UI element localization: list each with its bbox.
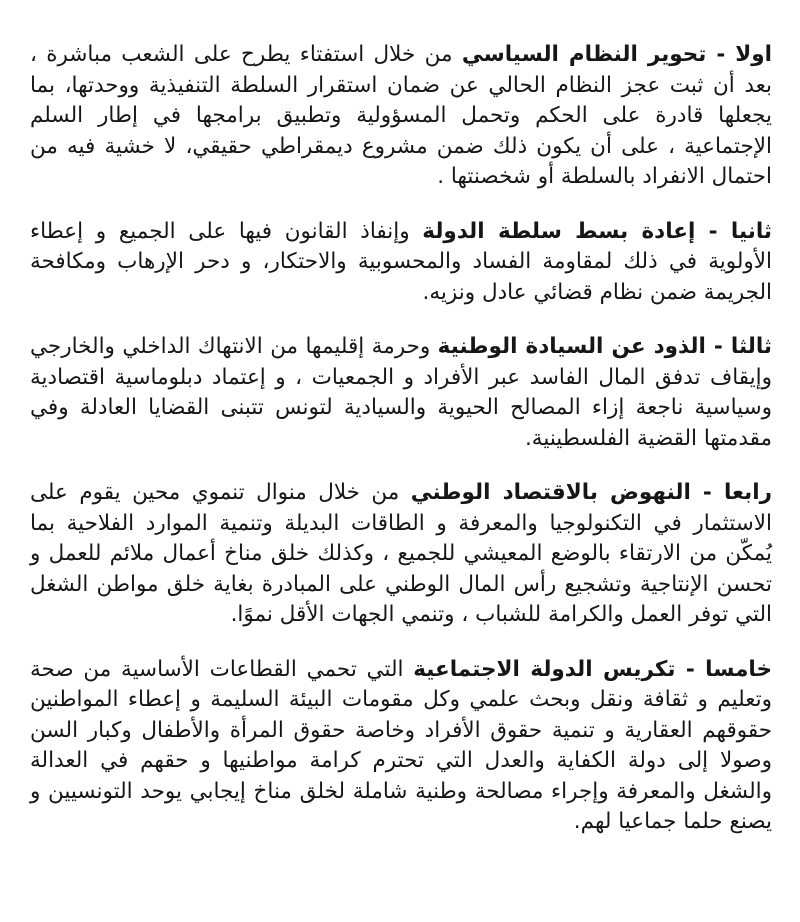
paragraph-body: وحرمة إقليمها من الانتهاك الداخلي والخارجي وإيقاف تدفق المال الفاسد عبر الأفراد و الجمعيات ، و إعتماد دبلوماسية اقتصادية وسياسية ناجعة إزاء المصالح الحيوية والسيادية لتونس تتبنى القضايا العادلة وفي مقدمتها القضية الفلسطينية.: [30, 334, 772, 451]
paragraph-fifth: [30, 655, 772, 838]
paragraph-body: التي تحمي القطاعات الأساسية من صحة وتعليم و ثقافة ونقل وبحث علمي وكل مقومات البيئة السليمة و إعطاء المواطنين حقوقهم العقارية و تنمية حقوق الأفراد وخاصة حقوق المرأة والأطفال وكبار السن وصولا إلى دولة الكفاية والعدل التي تحترم كرامة مواطنيها و حقهم في العدالة والشغل والمعرفة وإجراء مصالحة وطنية شاملة لخلق مناخ إيجابي يوحد التونسيين و يصنع حلما جماعيا لهم.: [30, 656, 772, 834]
paragraph-heading: اولا - تحوير النظام السياسي: [461, 42, 772, 67]
paragraph-heading: رابعا - النهوض بالاقتصاد الوطني: [410, 480, 772, 505]
paragraph-third: [30, 332, 772, 454]
paragraph-fourth: [30, 478, 772, 631]
paragraph-body: من خلال منوال تنموي محين يقوم على الاستثمار في التكنولوجيا والمعرفة و الطاقات البديلة وتنمية الموارد الفلاحية بما يُمكّن من الارتقاء بالوضع المعيشي للجميع ، وكذلك خلق مناخ أعمال ملائم للعمل و تحسن الإنتاجية وتشجيع رأس المال الوطني على المبادرة بغاية خلق مواطن الشغل التي توفر العمل والكرامة للشباب ، وتنمي الجهات الأقل نموًا.: [30, 480, 772, 627]
paragraph-heading: ثالثا - الذود عن السيادة الوطنية: [437, 334, 772, 359]
paragraph-second: [30, 217, 772, 309]
document-page: [30, 40, 772, 838]
paragraph-first: [30, 40, 772, 193]
paragraph-heading: خامسا - تكريس الدولة الاجتماعية: [413, 656, 772, 682]
paragraph-body: من خلال استفتاء يطرح على الشعب مباشرة ، بعد أن ثبت عجز النظام الحالي عن ضمان استقرار السلطة التنفيذية ووحدتها، بما يجعلها قادرة على الحكم وتحمل المسؤولية وتطبيق برامجها في إطار السلم الإجتماعية ، على أن يكون ذلك ضمن مشروع ديمقراطي حقيقي، لا خشية فيه من احتمال الانفراد بالسلطة أو شخصنتها .: [30, 42, 772, 189]
paragraph-heading: ثانيا - إعادة بسط سلطة الدولة: [422, 218, 772, 244]
paragraph-body: وإنفاذ القانون فيها على الجميع و إعطاء الأولوية في ذلك لمقاومة الفساد والمحسوبية والاحتكار، و دحر الإرهاب ومكافحة الجريمة ضمن نظام قضائي عادل ونزيه.: [30, 218, 772, 305]
